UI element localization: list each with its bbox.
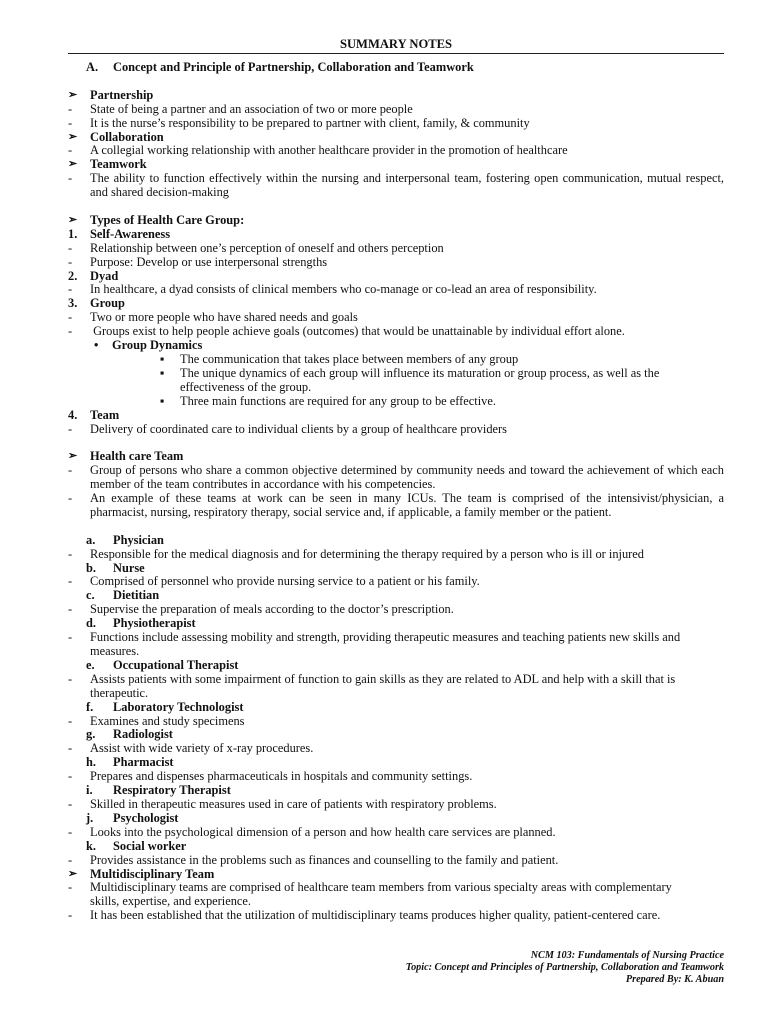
member-description: - Functions include assessing mobility and strength, providing therapeutic measures and teaching patients new skills and measures.	[68, 630, 681, 658]
dash-marker: -	[68, 240, 73, 255]
member-description: - Supervise the preparation of meals according to the doctor’s prescription.	[68, 602, 454, 617]
member-heading: h. Pharmacist	[86, 755, 174, 770]
member-description: - Responsible for the medical diagnosis and for determining the therapy required by a person who is ill or injured	[68, 546, 644, 561]
list-item: - Purpose: Develop or use interpersonal strengths	[68, 254, 328, 269]
arrow-bullet-icon: ➢	[68, 450, 78, 463]
collaboration-heading: ➢ Collaboration	[68, 129, 164, 144]
dash-marker: -	[68, 463, 73, 478]
list-item: - It is the nurse’s responsibility to be prepared to partner with client, family, & community	[68, 115, 530, 130]
member-heading: b. Nurse	[86, 560, 145, 575]
dash-marker: -	[68, 324, 73, 339]
list-item: - In healthcare, a dyad consists of clinical members who co-manage or co-lead an area of responsibility.	[68, 282, 597, 297]
member-description: - Looks into the psychological dimension of a person and how health care services are planned.	[68, 824, 556, 839]
member-description: - Assist with wide variety of x-ray procedures.	[68, 741, 314, 756]
member-heading: j. Psychologist	[86, 810, 179, 825]
dash-marker: -	[68, 880, 73, 895]
list-item: - State of being a partner and an association of two or more people	[68, 101, 413, 116]
list-item: - A collegial working relationship with another healthcare provider in the promotion of healthcare	[68, 143, 568, 158]
member-heading: d. Physiotherapist	[86, 616, 196, 631]
list-item: - Relationship between one’s perception of oneself and others perception	[68, 240, 444, 255]
dash-marker: -	[68, 171, 73, 186]
member-description: - Skilled in therapeutic measures used in care of patients with respiratory problems.	[68, 796, 497, 811]
teamwork-heading: ➢ Teamwork	[68, 157, 147, 172]
dash-marker: -	[68, 282, 73, 297]
multidisciplinary-heading: ➢ Multidisciplinary Team	[68, 866, 215, 881]
arrow-bullet-icon: ➢	[68, 867, 78, 880]
dash-marker: -	[68, 824, 73, 839]
footer-topic: Topic: Concept and Principles of Partnership, Collaboration and Teamwork	[405, 962, 724, 973]
dash-marker: -	[68, 115, 73, 130]
dash-marker: -	[68, 546, 73, 561]
member-heading: i. Respiratory Therapist	[86, 783, 231, 798]
footer-author: Prepared By: K. Abuan	[625, 974, 724, 985]
document-page	[68, 36, 724, 923]
dash-marker: -	[68, 143, 73, 158]
list-item: ▪ Three main functions are required for any group to be effective.	[160, 393, 496, 408]
dash-marker: -	[68, 908, 73, 923]
section-marker: A.	[86, 60, 99, 74]
bullet-icon: •	[94, 338, 99, 353]
dash-marker: -	[68, 602, 73, 617]
list-item: - Delivery of coordinated care to individual clients by a group of healthcare providers	[68, 421, 507, 436]
list-item: ▪ The communication that takes place between members of any group	[160, 352, 519, 366]
arrow-bullet-icon: ➢	[68, 213, 78, 226]
dash-marker: -	[68, 713, 73, 728]
dash-marker: -	[68, 630, 73, 645]
team-heading: 4. Team	[68, 407, 120, 422]
dyad-heading: 2. Dyad	[68, 268, 119, 283]
dash-marker: -	[68, 574, 73, 589]
member-description: - Examines and study specimens	[68, 713, 245, 728]
list-item: - Multidisciplinary teams are comprised of healthcare team members from various specialty areas with complementary skills, expertise, and experience.	[68, 880, 672, 909]
dash-marker: -	[68, 310, 73, 325]
arrow-bullet-icon: ➢	[68, 158, 78, 171]
arrow-bullet-icon: ➢	[68, 88, 78, 101]
member-description: - Provides assistance in the problems such as finances and counselling to the family and patient.	[68, 852, 559, 867]
dash-marker: -	[68, 741, 73, 756]
dash-marker: -	[68, 254, 73, 269]
dash-marker: -	[68, 769, 73, 784]
types-heading: ➢ Types of Health Care Group:	[68, 212, 245, 227]
page-title: SUMMARY NOTES	[339, 37, 453, 51]
list-item: - An example of these teams at work can be seen in many ICUs. The team is comprised of the intensivist/physician, a pharmacist, nursing, respiratory therapy, social service and, if applicable, a family member or the patient.	[68, 491, 724, 519]
list-item: - Group of persons who share a common objective determined by community needs and toward the achievement of which each member of the team contributes in accordance with his competencies.	[68, 463, 724, 492]
section-heading	[68, 61, 724, 75]
member-heading: k. Social worker	[86, 838, 187, 853]
list-item: - The ability to function effectively within the nursing and interpersonal team, fostering open communication, mutual respect, and shared decision-making	[68, 171, 724, 200]
member-description: - Comprised of personnel who provide nursing service to a patient or his family.	[68, 574, 480, 589]
list-item: - Two or more people who have shared needs and goals	[68, 310, 358, 325]
member-heading: f. Laboratory Technologist	[86, 699, 244, 714]
group-dynamics-heading: • Group Dynamics	[94, 338, 203, 353]
arrow-bullet-icon: ➢	[68, 130, 78, 143]
list-item: - It has been established that the utilization of multidisciplinary teams produces higher quality, patient-centered care.	[68, 908, 661, 923]
list-item: ▪ The unique dynamics of each group will influence its maturation or group process, as well as the effectiveness of the group.	[160, 365, 660, 394]
member-heading: c. Dietitian	[86, 588, 160, 603]
member-description: - Assists patients with some impairment of function to gain skills as they are related to ADL and help with a skill that is therapeutic.	[68, 671, 676, 700]
list-item: - Groups exist to help people achieve goals (outcomes) that would be unattainable by individual effort alone.	[68, 324, 625, 339]
square-bullet-icon: ▪	[160, 365, 165, 380]
dash-marker: -	[68, 852, 73, 867]
dash-marker: -	[68, 101, 73, 116]
dash-marker: -	[68, 421, 73, 436]
self-awareness-heading: 1. Self-Awareness	[68, 226, 171, 241]
dash-marker: -	[68, 796, 73, 811]
partnership-heading: ➢ Partnership	[68, 87, 154, 102]
page-footer	[406, 950, 724, 986]
member-heading: a. Physician	[86, 532, 164, 547]
square-bullet-icon: ▪	[160, 393, 165, 408]
section-heading-text: Concept and Principle of Partnership, Collaboration and Teamwork	[113, 60, 474, 74]
dash-marker: -	[68, 671, 73, 686]
member-description: - Prepares and dispenses pharmaceuticals in hospitals and community settings.	[68, 769, 473, 784]
member-heading: g. Radiologist	[86, 727, 173, 742]
dash-marker: -	[68, 491, 73, 506]
group-heading: 3. Group	[68, 296, 125, 311]
team-members-list	[68, 534, 724, 868]
footer-course: NCM 103: Fundamentals of Nursing Practice	[530, 950, 724, 961]
member-heading: e. Occupational Therapist	[86, 657, 239, 672]
square-bullet-icon: ▪	[160, 352, 165, 366]
health-care-team-heading: ➢ Health care Team	[68, 449, 184, 464]
